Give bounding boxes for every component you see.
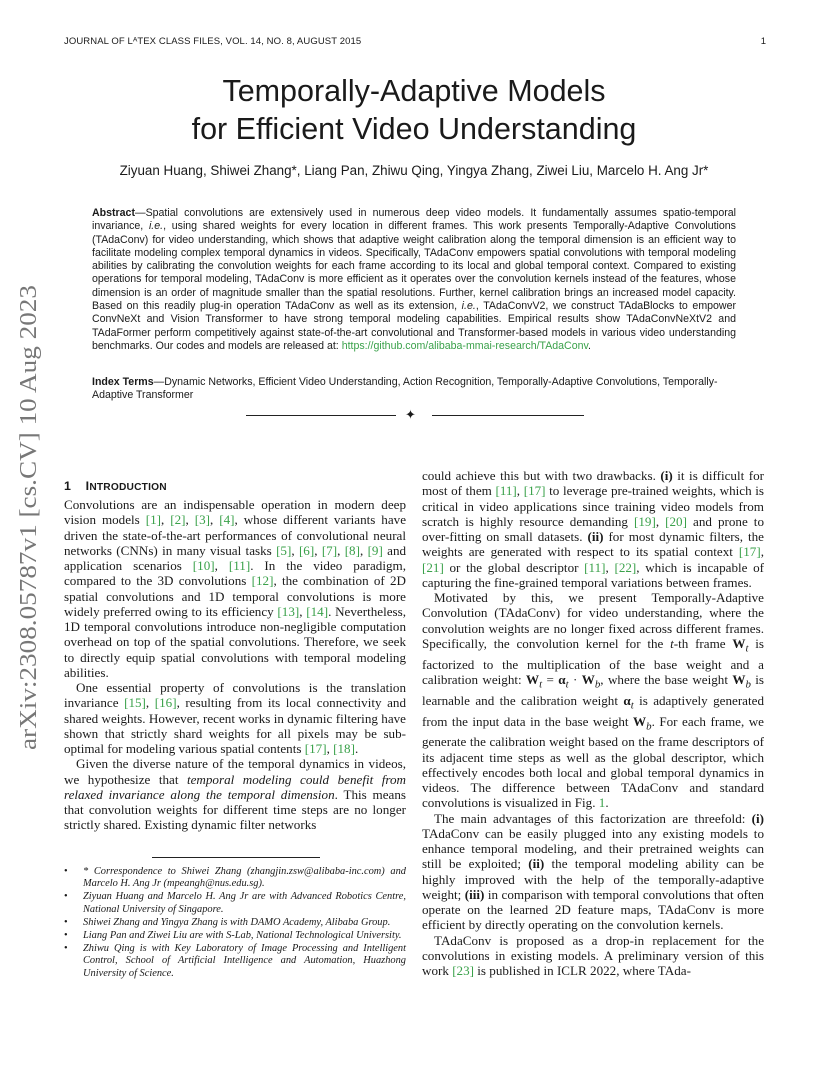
paragraph: The main advantages of this factorization are threefold: (i) TAdaConv can be easily plugged into any existing models to enhance temporal modeling, and their pretrained weights can still be exploited; (ii) the temporal modeling ability can be highly improved with the help of the temporally-adaptive weight; (iii) in comparison with temporal convolutions that often operate on the learned 2D feature maps, TAdaConv is more efficient by directly operating on the convolution kernels. [422,810,764,933]
paragraph: Convolutions are an indispensable operation in modern deep vision models [1], [2], [3], [4], whose different variants have driven the state-of-the-art performances of convolutional neural networks (CNNs) in many visual tasks [5], [6], [7], [8], [9] and application scenarios [10], [11]. In the video paradigm, compared to the 3D convolutions [12], the combination of 2D spatial convolutions and 1D temporal convolutions is more widely preferred owing to its efficiency [13], [14]. Nevertheless, 1D temporal convolutions introduce non-negligible computation overhead on top of the spatial convolutions. Therefore, we seek to directly equip spatial convolutions with temporal modeling abilities. [64,497,407,680]
index-terms-text: —Dynamic Networks, Efficient Video Understanding, Action Recognition, Temporally-Adaptive Convolutions, Temporally-Adaptive Transformer [92,376,718,402]
divider-rule-left [246,415,396,416]
section-title-rest: NTRODUCTION [89,482,167,493]
abstract-text-3: , TAdaConvV2, we construct TAdaBlocks to empower ConvNeXt and Vision Transformer to have strong temporal modeling capabilities. Empirical results show TAdaConvNeXtV2 and TAdaFormer perform competitively against state-of-the-art convolutional and Transformer-based models in various video understanding benchmarks. Our codes and models are released at: [92,300,736,352]
abstract-ie-2: i.e. [461,300,476,313]
section-heading [64,479,167,493]
abstract-label: Abstract [92,207,135,219]
footnotes [64,866,406,981]
running-head: JOURNAL OF LᴬTEX CLASS FILES, VOL. 14, NO. 8, AUGUST 2015 [64,36,362,47]
index-terms [92,376,736,403]
footnote-item: • * Correspondence to Shiwei Zhang (zhangjin.zsw@alibaba-inc.com) and Marcelo H. Ang Jr (mpeangh@nus.edu.sg). [64,866,406,890]
arxiv-stamp-text: arXiv:2308.05787v1 [cs.CV] 10 Aug 2023 [15,330,42,750]
paragraph: could achieve this but with two drawbacks. (i) it is difficult for most of them [11], [17] to leverage pre-trained weights, which is critical in video applications since training video models from scratch is highly resource demanding [19], [20] and prone to over-fitting on small datasets. (ii) for most dynamic filters, the weights are generated with respect to its spatial context [17], [21] or the global descriptor [11], [22], which is incapable of capturing the fine-grained temporal variations between frames. [422,468,765,590]
title-line-2: for Efficient Video Understanding [191,112,637,146]
paragraph: TAdaConv is proposed as a drop-in replacement for the convolutions in existing models. A preliminary version of this work [23] is published in ICLR 2022, where TAda- [422,932,764,979]
paper-title [0,72,828,148]
footnote-item: • Ziyuan Huang and Marcelo H. Ang Jr are with Advanced Robotics Centre, National University of Singapore. [64,891,406,915]
footnote-rule [152,857,320,858]
footnote-item: • Zhiwu Qing is with Key Laboratory of Image Processing and Intelligent Control, School of Artificial Intelligence and Automation, Huazhong University of Science. [64,943,406,980]
title-line-1: Temporally-Adaptive Models [222,74,606,108]
footnote-item: • Shiwei Zhang and Yingya Zhang is with DAMO Academy, Alibaba Group. [64,917,406,929]
section-title-initial: I [85,479,90,493]
abstract-text-2: , using shared weights for every location in different frames. This work presents Temporally-Adaptive Convolutions (TAdaConv) for video understanding, which shows that adaptive weight calibration along the temporal dimension is an efficient way to facilitate modeling complex temporal dynamics in videos. Specifically, TAdaConv empowers spatial convolutions with temporal modeling abilities by calibrating the convolution weights for each frame according to its local and global temporal context. Compared to existing operations for temporal modeling, TAdaConv is more efficient as it operates over the convolution kernels instead of the features, whose dimension is an order of magnitude smaller than the spatial resolutions. Further, kernel calibration brings an increased model capacity. Based on this readily plug-in operation TAdaConv as well as its extension, [92,220,736,313]
divider-rule-right [432,415,584,416]
divider-ornament: ✦ [405,407,416,422]
code-link[interactable]: https://github.com/alibaba-mmai-research/TAdaConv [341,339,589,352]
paragraph: Motivated by this, we present Temporally-Adaptive Convolution (TAdaConv) for video understanding, where the convolution weights are no longer fixed across different frames. Specifically, the convolution kernel for the t-th frame $W_t$ is factorized to the multiplication of the base weight and a calibration weight: $W_t = \alpha_t \cdot W_b$, where the base weight $W_b$ is learnable and the calibration weight $\alpha_t$ is adaptively generated from the input data in the base weight $W_b$. For each frame, we generate the calibration weight based on the frame descriptors of its adjacent time steps as well as the global descriptor, which effectively encodes both local and global temporal dynamics in videos. The difference between TAdaConv and standard convolutions is visualized in Fig. 1. [422,590,765,811]
page-number: 1 [760,36,766,47]
body-column-left [64,497,406,833]
abstract-end: . [588,339,591,352]
body-column-right [422,468,764,978]
index-terms-label: Index Terms [92,376,154,388]
section-number: 1 [64,479,72,493]
abstract-text-1: —Spatial convolutions are extensively used in numerous deep video models. It fundamentally assumes spatio-temporal invariance, [92,207,736,233]
abstract [92,207,736,353]
paragraph: One essential property of convolutions is the translation invariance [15], [16], resulting from its local connectivity and shared weights. However, recent works in dynamic filtering have shown that strictly shard weights for all pixels may be sub-optimal for modeling various spatial contents [17], [18]. [64,680,406,756]
arxiv-side-stamp [6,285,44,755]
paragraph: Given the diverse nature of the temporal dynamics in videos, we hypothesize that temporal modeling could benefit from relaxed invariance along the temporal dimension. This means that convolution weights for different time steps are no longer strictly shared. Existing dynamic filter networks [64,756,407,833]
author-list: Ziyuan Huang, Shiwei Zhang*, Liang Pan, Zhiwu Qing, Yingya Zhang, Ziwei Liu, Marcelo H. Ang Jr* [119,163,709,178]
footnote-item: • Liang Pan and Ziwei Liu are with S-Lab, National Technological University. [64,930,406,942]
abstract-ie-1: i.e. [148,220,164,233]
